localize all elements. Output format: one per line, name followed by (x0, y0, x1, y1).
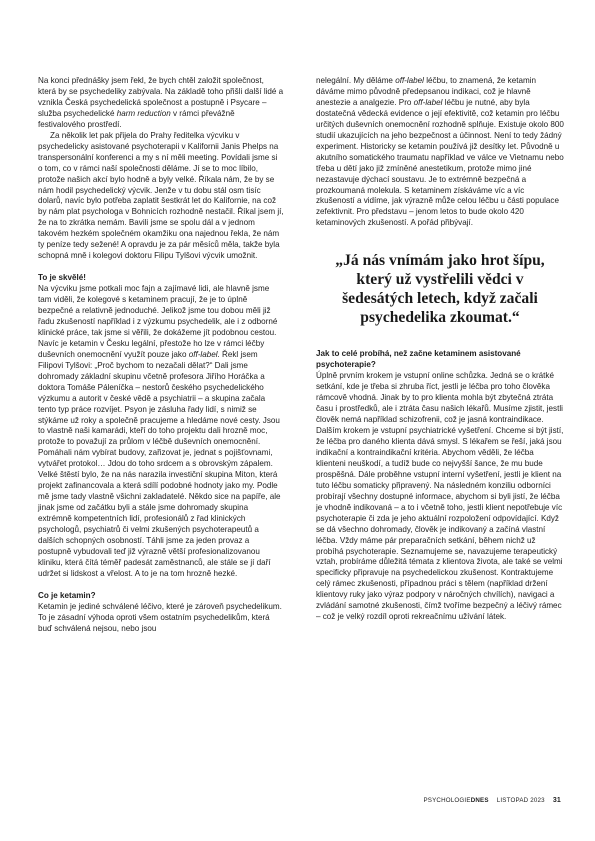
emphasis: off-label (395, 76, 424, 85)
right-column (316, 76, 564, 623)
paragraph-text: . Řekl jsem Filipovi Tylšovi: „Proč bychom to nezačali dělat?“ Dali jsme dohromady základní skupinu včetně profesora Jiřího Horáčka a doktora Tomáše Páleníčka – nestorů českého psychedelického výzkumu a autorit v české vědě a psychiatrii – a skupina začala tento typ práce rozvíjet. Psyon je zásluha řady lidí, s nimiž se stýkáme už roky a společně pracujeme a hledáme nové cesty. Jsou to vlastně naši kamarádi, kteří do toho projektu dali hrozně moc, protože to považují za průlom v léčbě duševních onemocnění. Pomáhali nám vybírat budovy, zařizovat je, jednat s pojišťovnami, vytvářet protokol… Jdou do toho srdcem a s obrovským zápalem. Velké štěstí bylo, že na nás narazila investiční skupina Miton, která projekt zafinancovala a která sdílí podobné hodnoty jako my. Podle mě jsme tady vlastně všichni zakladatelé. Někdo sice na papíře, ale jinak jsme od začátku byli a stále jsme dohromady skupina extrémně kompetentních lidí, profesionálů z řad klinických psychologů, psychiatrů či velmi zkušených psychoterapeutů a dalších schopných osobností. Táhli jsme za jeden provaz a postupně vybudovali teď již výrazně větší profesionalizovanou kliniku, která čítá téměř padesát zaměstnanců, ale stále se jí daří udržet si lidskost a vřelost. A to je na tom hrozně hezké. (38, 349, 281, 578)
paragraph-text: Na výcviku jsme potkali moc fajn a zajímavé lidi, ale hlavně jsme tam viděli, že kolegové s ketaminem pracují, že je to úplně bezpečné a relativně jednoduché. Jelikož jsme tou dobou měli již řadu zkušeností například i z výzkumu psychedelik, ale i z odborné klinické práce, tak jsme si věřili, že dokážeme jít podobnou cestou. Navíc je ketamin v Česku legální, přestože ho lze v rámci léčby duševních onemocnění využít pouze jako (38, 284, 278, 359)
paragraph (38, 284, 284, 580)
section-heading: Co je ketamin? (38, 590, 96, 600)
left-column (38, 76, 284, 635)
magazine-brand (423, 797, 488, 804)
paragraph-text: v rámci převážně festivalového prostředí. (38, 108, 235, 129)
paragraph: Za několik let pak přijela do Prahy ředitelka výcviku v psychedelicky asistované psychoterapii v Kalifornii Janis Phelps na transpersonální konferenci a my s ní měli meeting. Povídali jsme si o tom, co v rámci naší společnosti děláme. Jí se to moc líbilo, protože našich akcí bylo hodně a byly velké. Říkala nám, že by se nám hodil psychedelický výcvik. Jenže v tu dobu stál osm tisíc dolarů, navíc bylo potřeba zaplatit šestkrát let do Kalifornie, na což by nám plat psychologa v Bohnicích rozhodně nestačil. Říkal jsem jí, že na to zkrátka nemám. Bavili jsme se spolu dál a v jednom takovém hezkém společném okamžiku ona najednou řekla, že nám ty peníze tedy sežené! A opravdu je za pár měsíců měla, takže byla schopná mně i kolegovi doktoru Filipu Tylšovi výcvik umožnit. (38, 130, 284, 261)
brand-part-bold: DNES (470, 797, 489, 804)
section-heading: Jak to celé probíhá, než začne ketaminem asistované psychoterapie? (316, 349, 521, 370)
paragraph-text: Na konci přednášky jsem řekl, že bych chtěl založit společnost, která by se psychedeliky zabývala. Na základě toho přišli další lidé a vznikla Česká psychedelická společnost a postupně i Psycare – služba psychedelické (38, 76, 284, 118)
paragraph: Ketamin je jediné schválené léčivo, které je zároveň psychedelikum. To je zásadní výhoda oproti všem ostatním psychedelikům, která buď schválená nejsou, nebo jsou (38, 601, 282, 633)
paragraph: Úplně prvním krokem je vstupní online schůzka. Jedná se o krátké setkání, kde je třeba si zhruba říct, jestli je léčba pro toho člověka rámcově vhodná. Jinak by to pro klienta mohla být zbytečná ztráta času i prostředků, ale i ztráta času našich lékařů. Musíme zjistit, jestli člověk nemá například schizofrenii, což je jasná kontraindikace. Dalším krokem je vstupní psychiatrické vyšetření. Chceme si být jistí, že léčba pro daného klienta dává smysl. S lékařem se řeší, jaká jsou indikační a kontraindikační kritéria. Abychom věděli, že léčba klienteni neuškodí, a tudíž bude co nejvyšší šance, že mu bude prospěšná. Dále proběhne vstupní interní vyšetření, jestli je klient na tuto léčbu somaticky připravený. Na následném konziliu odborníci probírají všechny dostupné informace, abychom si byli jistí, že léčba je vhodně indikovaná – a to i včetně toho, jestli klient nepotřebuje víc psychoterapie či zda je jeho aktuální rozpoložení odpovídající. Když se dá všechno dohromady, člověk je indikovaný a začíná vlastní léčba. Vždy máme pár preparačních setkání, během nichž už probíhá psychoterapie. Seznamujeme se, navazujeme terapeutický vztah, probíráme důležitá témata z klientova života, ale také se velmi specificky připravuje na psychedelickou zkušenost. Kontraktujeme celý rámec zkušenosti, případnou práci s tělem (například držení klientovy ruky jako výraz podpory v náročných chvílích), navigaci a zvládání samotné zkušenosti, čímž tvoříme bezpečný a léčivý rámec – což je velký rozdíl oproti rekreačnímu užívání látek. (316, 371, 564, 622)
emphasis: off-label (413, 97, 443, 107)
emphasis: harm reduction (116, 108, 171, 118)
brand-part: PSYCHOLOGIE (423, 797, 471, 804)
section-heading: To je skvělé! (38, 273, 86, 283)
issue-date: LISTOPAD 2023 (496, 797, 545, 804)
paragraph-text: léčbu je nutné, aby byla dostatečná vědecká evidence o její efektivitě, což ketamin pro léčbu určitých duševních onemocnění rozhodně splňuje. Existuje okolo 800 studií ukazujících na jeho bezpečnost a účinnost. Není to tedy žádný experiment. Historicky se ketamin používá již desítky let. Původně u akutního somatického traumatu například ve válce ve Vietnamu nebo třeba u dětí jako již zmíněné anestetikum, protože mimo jiné nezastavuje dýchací soustavu. Je to extrémně bezpečná a prozkoumaná molekula. S ketaminem získáváme víc a víc zkušeností a vidíme, jak výrazně může celou léčbu u části populace zefektivnit. Pro představu – jenom letos to bude okolo 420 ketaminových zkušeností. A pořád přibývají. (316, 97, 564, 228)
pull-quote: „Já nás vnímám jako hrot šípu, který už vystřelili vědci v šedesátých letech, když začali psychedelika zkoumat.“ (335, 252, 545, 327)
paragraph (316, 76, 564, 229)
paragraph-text: nelegální. My děláme (316, 76, 396, 85)
paragraph-text: léčbu, to znamená, že ketamin dáváme mimo původně předepsanou indikaci, což je hlavně anestezie a analgezie. Pro (316, 76, 537, 107)
emphasis: off-label (188, 349, 218, 359)
paragraph (38, 76, 284, 131)
page-footer (423, 797, 561, 804)
page-number: 31 (552, 797, 561, 804)
